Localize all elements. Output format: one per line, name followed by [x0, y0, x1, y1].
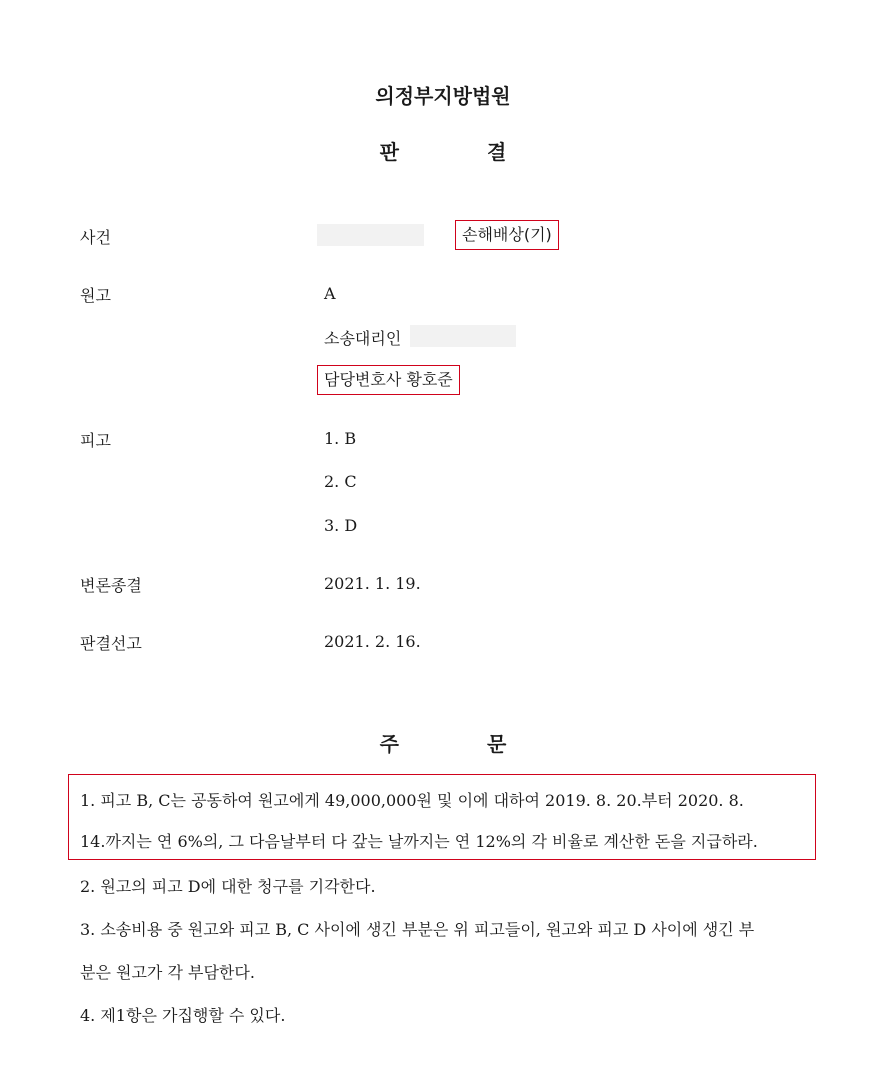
court-name: 의정부지방법원 — [375, 84, 511, 108]
attorney-highlight — [317, 365, 460, 395]
defendant-item-1: 1. B — [324, 429, 357, 448]
document-title — [0, 136, 886, 165]
ruling-line-4: 3. 소송비용 중 원고와 피고 B, C 사이에 생긴 부분은 위 피고들이, 원고와 피고 D 사이에 생긴 부 — [80, 920, 755, 939]
closing-label: 변론종결 — [80, 576, 142, 595]
attorney-name: 담당변호사 황호준 — [324, 370, 453, 389]
case-label: 사건 — [80, 228, 111, 247]
ruling-line-6: 4. 제1항은 가집행할 수 있다. — [80, 1006, 286, 1025]
ruling-heading — [0, 728, 886, 757]
defendant-item-2: 2. C — [324, 472, 357, 491]
ruling-line-3: 2. 원고의 피고 D에 대한 청구를 기각한다. — [80, 877, 376, 896]
ruling-heading-char-2: 문 — [487, 732, 507, 756]
closing-date: 2021. 1. 19. — [324, 574, 421, 593]
ruling-line-5: 분은 원고가 각 부담한다. — [80, 963, 255, 982]
case-name: 손해배상(기) — [462, 225, 552, 244]
defendant-item-3: 3. D — [324, 516, 358, 535]
title-char-2: 결 — [487, 140, 507, 164]
ruling-line-1: 1. 피고 B, C는 공동하여 원고에게 49,000,000원 및 이에 대하여 2019. 8. 20.부터 2020. 8. — [80, 791, 744, 810]
title-char-1: 판 — [379, 140, 399, 164]
redacted-case-number — [317, 224, 424, 246]
ruling-heading-char-1: 주 — [379, 732, 399, 756]
verdict-label: 판결선고 — [80, 634, 142, 653]
redacted-agent-name — [410, 325, 516, 347]
plaintiff-name: A — [324, 284, 336, 303]
agent-label: 소송대리인 — [324, 329, 402, 348]
case-name-highlight — [455, 220, 559, 250]
ruling-line-2: 14.까지는 연 6%의, 그 다음날부터 다 갚는 날까지는 연 12%의 각 비율로 계산한 돈을 지급하라. — [80, 832, 758, 851]
plaintiff-label: 원고 — [80, 286, 111, 305]
defendant-label: 피고 — [80, 431, 111, 450]
verdict-date: 2021. 2. 16. — [324, 632, 421, 651]
